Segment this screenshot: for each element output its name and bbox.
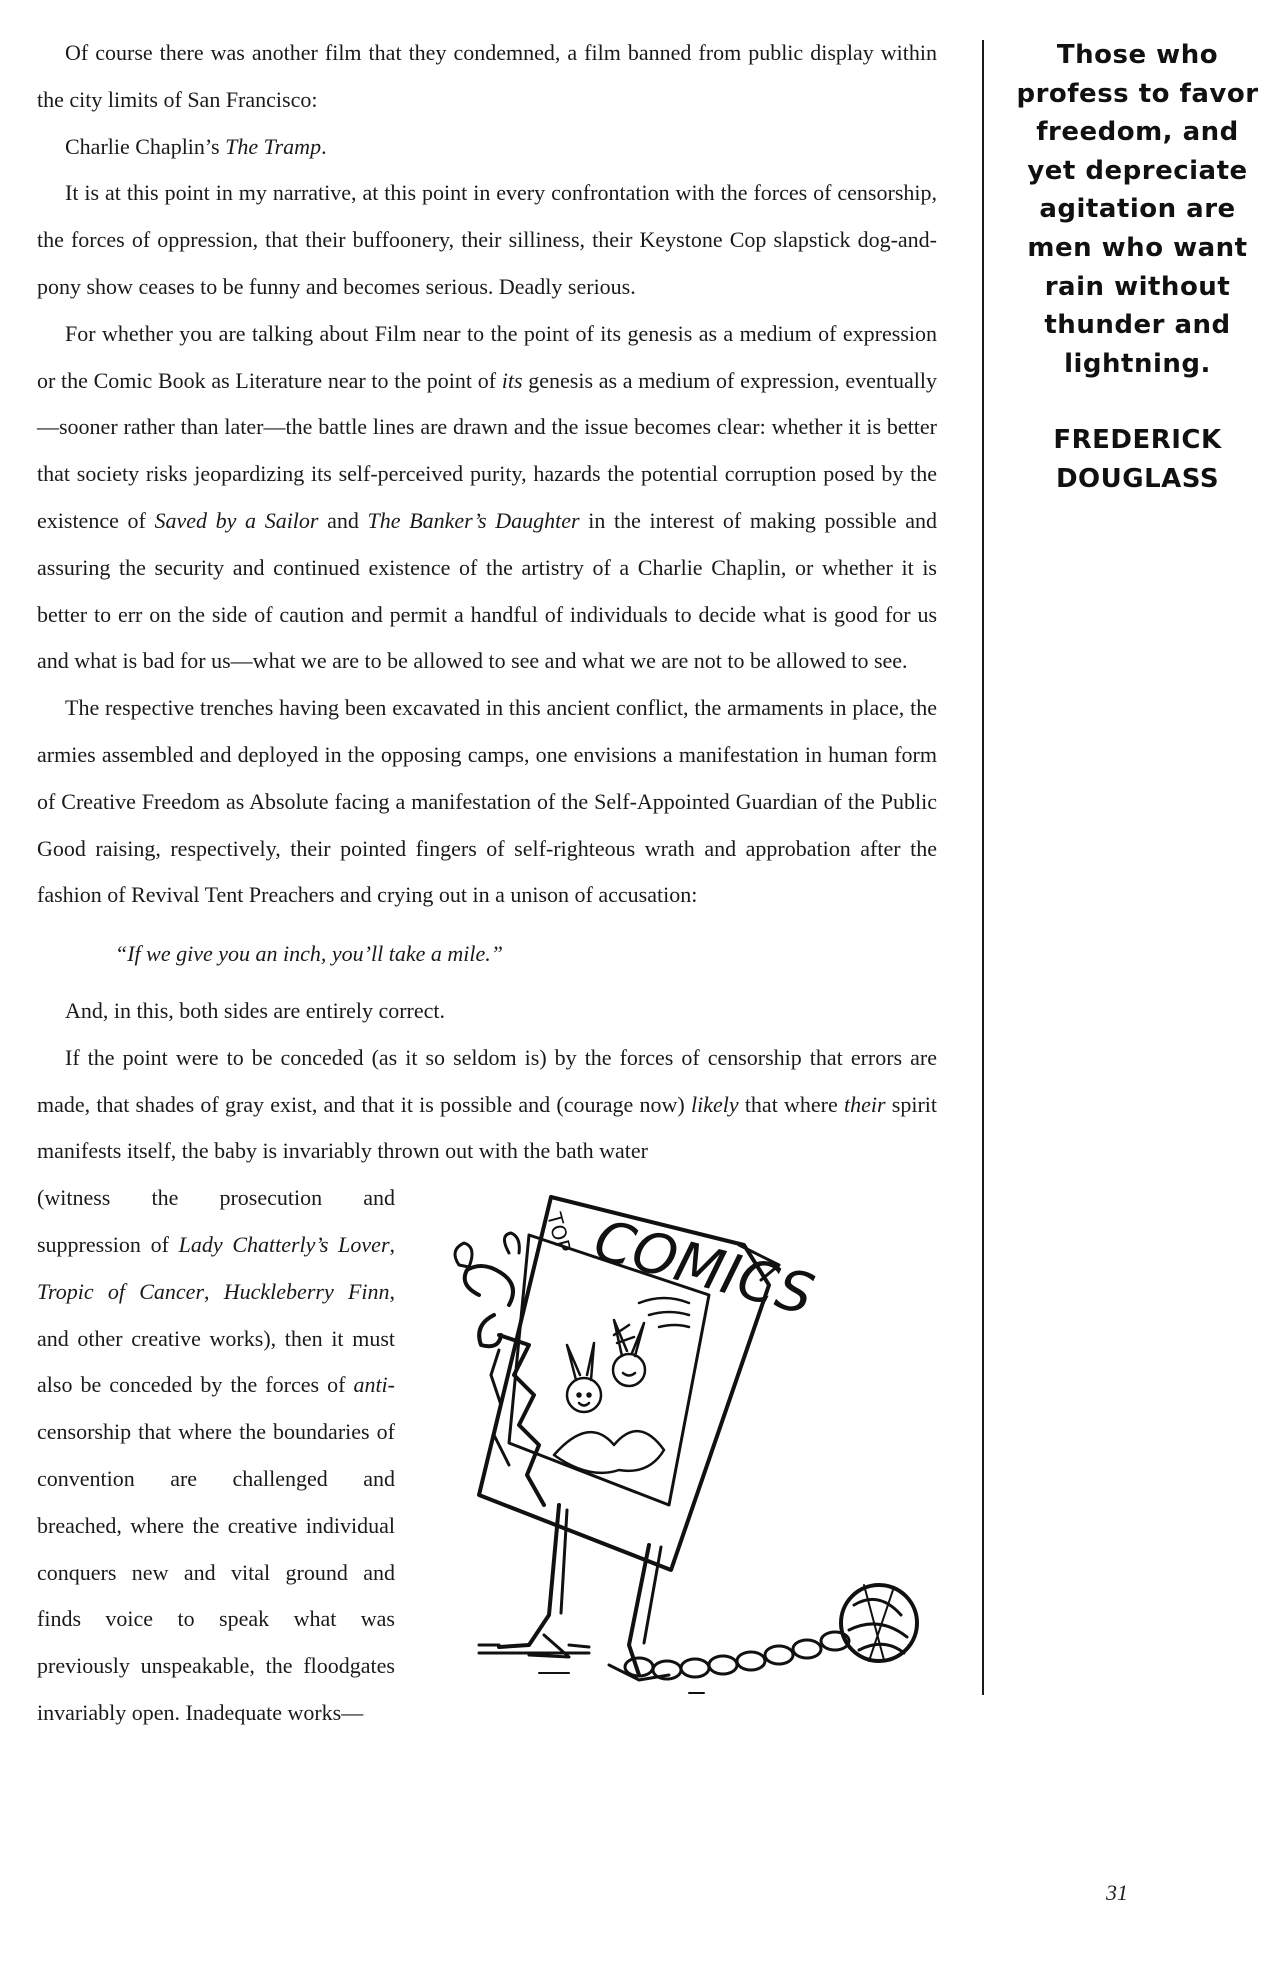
p2-suffix: .: [321, 133, 327, 159]
paragraph-1: Of course there was another film that they condemned, a film banned from public display within the city limits of San Francisco:: [37, 40, 937, 112]
p7-text-f: -censorship that where the boundaries of convention are challenged and breached, where the creative individual conquers new and vital ground and finds voice to speak what was previously unspeakable, the floodgates invariably open. Inadequate works—: [37, 1372, 395, 1725]
sign-comics-label: COMICS: [587, 1207, 821, 1329]
p4-text-c: in the interest of making possible and assuring the security and continued existence of the artistry of a Charlie Chaplin, or whether it is better to err on the side of caution and permit a handful of individuals to decide what is good for us and what is bad for us—what we are to be allowed to see and what we are not to be allowed to see.: [37, 507, 938, 674]
paragraph-7-continued: [37, 1175, 395, 1737]
wrapped-text-block: [37, 1175, 937, 1737]
page-number: 31: [1106, 1880, 1128, 1905]
paragraph-4: [37, 311, 937, 685]
attribution-last-name: DOUGLASS: [1055, 463, 1220, 494]
main-text-column: [37, 30, 937, 1737]
sign-top-label: TOP: [542, 1210, 576, 1256]
ball-and-chain: [479, 1585, 917, 1693]
p4-title-2: The Banker’s Daughter: [367, 507, 580, 533]
p7-comma-2: ,: [204, 1278, 224, 1304]
p7-text-b: that where: [738, 1091, 844, 1117]
p7-title-2: Tropic of Cancer: [37, 1278, 205, 1304]
p4-text-a: For whether you are talking about Film near to the point of its genesis as a medium of expression or the Comic Book as Literature near to the point of: [37, 320, 937, 393]
p7-text-a: If the point were to be conceded (as it so seldom is) by the forces of censorship that errors are made, that shades of gray exist, and that it is possible and (courage now): [37, 1044, 937, 1117]
sidebar-quote-text: Those who profess to favor freedom, and yet depreciate agitation are men who want rain without thunder and lightning.: [1016, 40, 1259, 379]
sidebar-quote: [1010, 36, 1265, 499]
p2-title: The Tramp: [225, 133, 322, 159]
comics-sign: [479, 1197, 820, 1570]
attribution-first-name: FREDERICK: [1053, 425, 1222, 456]
paragraph-6: And, in this, both sides are entirely correct.: [65, 997, 446, 1023]
p7-comma-1: ,: [389, 1231, 396, 1257]
vertical-divider: [982, 40, 984, 1695]
p4-title-1: Saved by a Sailor: [154, 507, 319, 533]
p2-text: Charlie Chaplin’s: [65, 133, 226, 159]
sidebar-attribution: [1010, 421, 1265, 498]
p4-its: its: [501, 367, 523, 393]
pull-quote-inline: “If we give you an inch, you’ll take a mile.”: [115, 941, 503, 967]
censor-cartoon-illustration: [439, 1175, 939, 1795]
p7-text-d: (witness the prosecution and suppression of: [37, 1185, 395, 1257]
p4-text-b: genesis as a medium of expression, eventually—sooner rather than later—the battle lines are drawn and the issue becomes clear: whether it is better that society risks jeopardizing its self-perceived purity, hazards the potential corruption posed by the existence of: [37, 367, 937, 533]
p4-and: and: [318, 507, 368, 533]
rabbit-figures: [554, 1298, 689, 1473]
p7-title-1: Lady Chatterly’s Lover: [178, 1231, 390, 1257]
p7-their: their: [844, 1091, 886, 1117]
p7-anti: anti: [353, 1372, 388, 1398]
p7-likely: likely: [690, 1091, 739, 1117]
p7-text-c: spirit manifests itself, the baby is invariably thrown out with the bath water: [37, 1091, 938, 1164]
paragraph-2: [37, 124, 937, 171]
p7-text-e: , and other creative works), then it must also be conceded by the forces of: [37, 1278, 396, 1398]
paragraph-3: It is at this point in my narrative, at this point in every confrontation with the forces of censorship, the forces of oppression, that their buffoonery, their silliness, their Keystone Cop slapstick dog-and-pony show ceases to be funny and becomes serious. Deadly serious.: [37, 180, 937, 299]
p7-title-3: Huckleberry Finn: [223, 1278, 390, 1304]
paragraph-7: [37, 1035, 937, 1175]
paragraph-5: The respective trenches having been excavated in this ancient conflict, the armaments in place, the armies assembled and deployed in the opposing camps, one envisions a manifestation in human form of Creative Freedom as Absolute facing a manifestation of the Self-Appointed Guardian of the Public Good raising, respectively, their pointed fingers of self-righteous wrath and approbation after the fashion of Revival Tent Preachers and crying out in a unison of accusation:: [37, 695, 937, 908]
